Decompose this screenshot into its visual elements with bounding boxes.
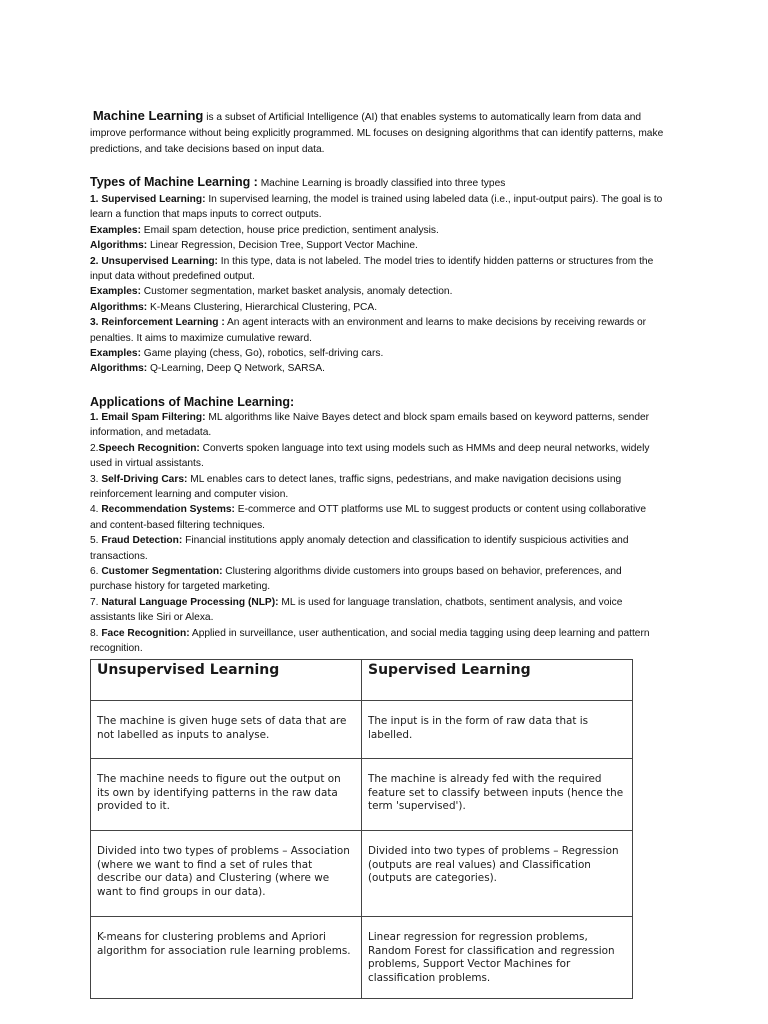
table-cell: The machine needs to figure out the output on its own by identifying patterns in the raw data provided to it. xyxy=(91,759,362,831)
algorithms-label: Algorithms: xyxy=(90,240,148,252)
application-item xyxy=(90,472,665,503)
examples-label: Examples: xyxy=(90,224,141,236)
application-title: Email Spam Filtering: xyxy=(101,411,206,423)
application-item xyxy=(90,441,665,472)
type-text: An agent interacts with an environment and learns to make decisions by receiving rewards or penalties. It aims to maximize cumulative reward. xyxy=(90,317,647,344)
table-row xyxy=(91,917,633,999)
types-heading: Types of Machine Learning : xyxy=(90,175,258,189)
document-body xyxy=(90,108,665,656)
type-item-unsupervised xyxy=(90,254,665,285)
table-row xyxy=(91,701,633,759)
application-text: ML algorithms like Naive Bayes detect and block spam emails based on keyword patterns, sender information, and metadata. xyxy=(90,411,650,439)
application-number: 4. xyxy=(90,504,102,516)
application-text: Converts spoken language into text using models such as HMMs and deep neural networks, widely used in virtual assistants. xyxy=(90,442,650,470)
table-cell: Divided into two types of problems – Association (where we want to find a set of rules that describe our data) and Clustering (where we want to find groups in our data). xyxy=(91,831,362,917)
application-item xyxy=(90,595,665,626)
application-number: 8. xyxy=(90,627,102,639)
type-text: In this type, data is not labeled. The model tries to identify hidden patterns or structures from the input data without predefined output. xyxy=(90,255,654,283)
examples-text: Email spam detection, house price prediction, sentiment analysis. xyxy=(140,224,439,236)
type-examples xyxy=(90,284,665,299)
application-text: E-commerce and OTT platforms use ML to suggest products or content using collaborative and content-based filtering techniques. xyxy=(90,504,647,531)
algorithms-label: Algorithms: xyxy=(90,363,148,375)
type-title: 1. Supervised Learning: xyxy=(90,194,206,205)
table-cell: The machine is given huge sets of data that are not labelled as inputs to analyse. xyxy=(91,701,362,759)
type-algorithms xyxy=(90,361,665,376)
examples-text: Game playing (chess, Go), robotics, self-driving cars. xyxy=(140,348,384,360)
application-text: ML is used for language translation, chatbots, sentiment analysis, and voice assistants like Siri or Alexa. xyxy=(90,596,623,624)
application-title: Speech Recognition: xyxy=(98,442,200,454)
intro-text: is a subset of Artificial Intelligence (AI) that enables systems to automatically learn from data and improve performance without being explicitly programmed. ML focuses on designing algorithms that can identify patterns, make predictions, and take decisions based on input data. xyxy=(90,112,664,155)
application-number: 3. xyxy=(90,473,102,485)
table-header-row xyxy=(91,660,633,701)
application-title: Self-Driving Cars: xyxy=(101,473,188,485)
types-subtitle: Machine Learning is broadly classified into three types xyxy=(257,178,506,189)
examples-text: Customer segmentation, market basket analysis, anomaly detection. xyxy=(140,286,453,298)
type-item-reinforcement xyxy=(90,315,665,346)
applications-heading: Applications of Machine Learning: xyxy=(90,394,295,409)
type-examples xyxy=(90,223,665,238)
type-title: 2. Unsupervised Learning: xyxy=(90,255,218,267)
type-title: 3. Reinforcement Learning : xyxy=(90,317,225,329)
table-row xyxy=(91,831,633,917)
table-cell: The machine is already fed with the required feature set to classify between inputs (hence the term 'supervised'). xyxy=(362,759,633,831)
application-text: Clustering algorithms divide customers into groups based on behavior, preferences, and purchase history for targeted marketing. xyxy=(90,565,622,593)
type-algorithms xyxy=(90,300,665,315)
table-header-unsupervised: Unsupervised Learning xyxy=(91,660,362,701)
type-text: In supervised learning, the model is trained using labeled data (i.e., input-output pairs). The goal is to learn a function that maps inputs to correct outputs. xyxy=(90,194,663,221)
algorithms-text: Linear Regression, Decision Tree, Support Vector Machine. xyxy=(147,240,418,252)
intro-paragraph xyxy=(90,108,665,158)
comparison-table xyxy=(90,659,633,999)
algorithms-label: Algorithms: xyxy=(90,301,148,313)
application-item xyxy=(90,564,665,595)
application-item xyxy=(90,533,665,564)
application-number: 2. xyxy=(90,442,99,454)
application-text: Applied in surveillance, user authentication, and social media tagging using deep learning and pattern recognition. xyxy=(90,627,650,654)
types-section-header xyxy=(90,174,665,192)
application-title: Customer Segmentation: xyxy=(101,565,223,577)
application-number: 6. xyxy=(90,565,102,577)
table-cell: Linear regression for regression problems, Random Forest for classification and regression problems, Support Vector Machines for classification problems. xyxy=(362,917,633,999)
application-title: Natural Language Processing (NLP): xyxy=(101,596,279,608)
table-cell: Divided into two types of problems – Regression (outputs are real values) and Classification (outputs are categories). xyxy=(362,831,633,917)
application-number: 1. xyxy=(90,411,102,423)
table-cell: The input is in the form of raw data that is labelled. xyxy=(362,701,633,759)
application-item xyxy=(90,410,665,441)
application-number: 5. xyxy=(90,535,102,547)
application-item xyxy=(90,502,665,533)
examples-label: Examples: xyxy=(90,286,141,298)
table-header-supervised: Supervised Learning xyxy=(362,660,633,701)
application-text: ML enables cars to detect lanes, traffic signs, pedestrians, and make navigation decisions using reinforcement learning and computer vision. xyxy=(90,473,622,500)
intro-term: Machine Learning xyxy=(92,108,204,123)
application-title: Recommendation Systems: xyxy=(101,504,235,516)
table-cell: K-means for clustering problems and Apriori algorithm for association rule learning problems. xyxy=(91,917,362,999)
type-examples xyxy=(90,346,665,361)
examples-label: Examples: xyxy=(90,348,141,360)
algorithms-text: Q-Learning, Deep Q Network, SARSA. xyxy=(147,363,325,375)
table-row xyxy=(91,759,633,831)
application-text: Financial institutions apply anomaly detection and classification to identify suspicious activities and transactions. xyxy=(90,535,629,562)
application-number: 7. xyxy=(90,596,102,608)
application-title: Face Recognition: xyxy=(101,627,190,639)
algorithms-text: K-Means Clustering, Hierarchical Clustering, PCA. xyxy=(147,301,378,313)
type-algorithms xyxy=(90,238,665,253)
application-item xyxy=(90,626,665,657)
application-title: Fraud Detection: xyxy=(101,535,183,547)
type-item-supervised xyxy=(90,192,665,223)
